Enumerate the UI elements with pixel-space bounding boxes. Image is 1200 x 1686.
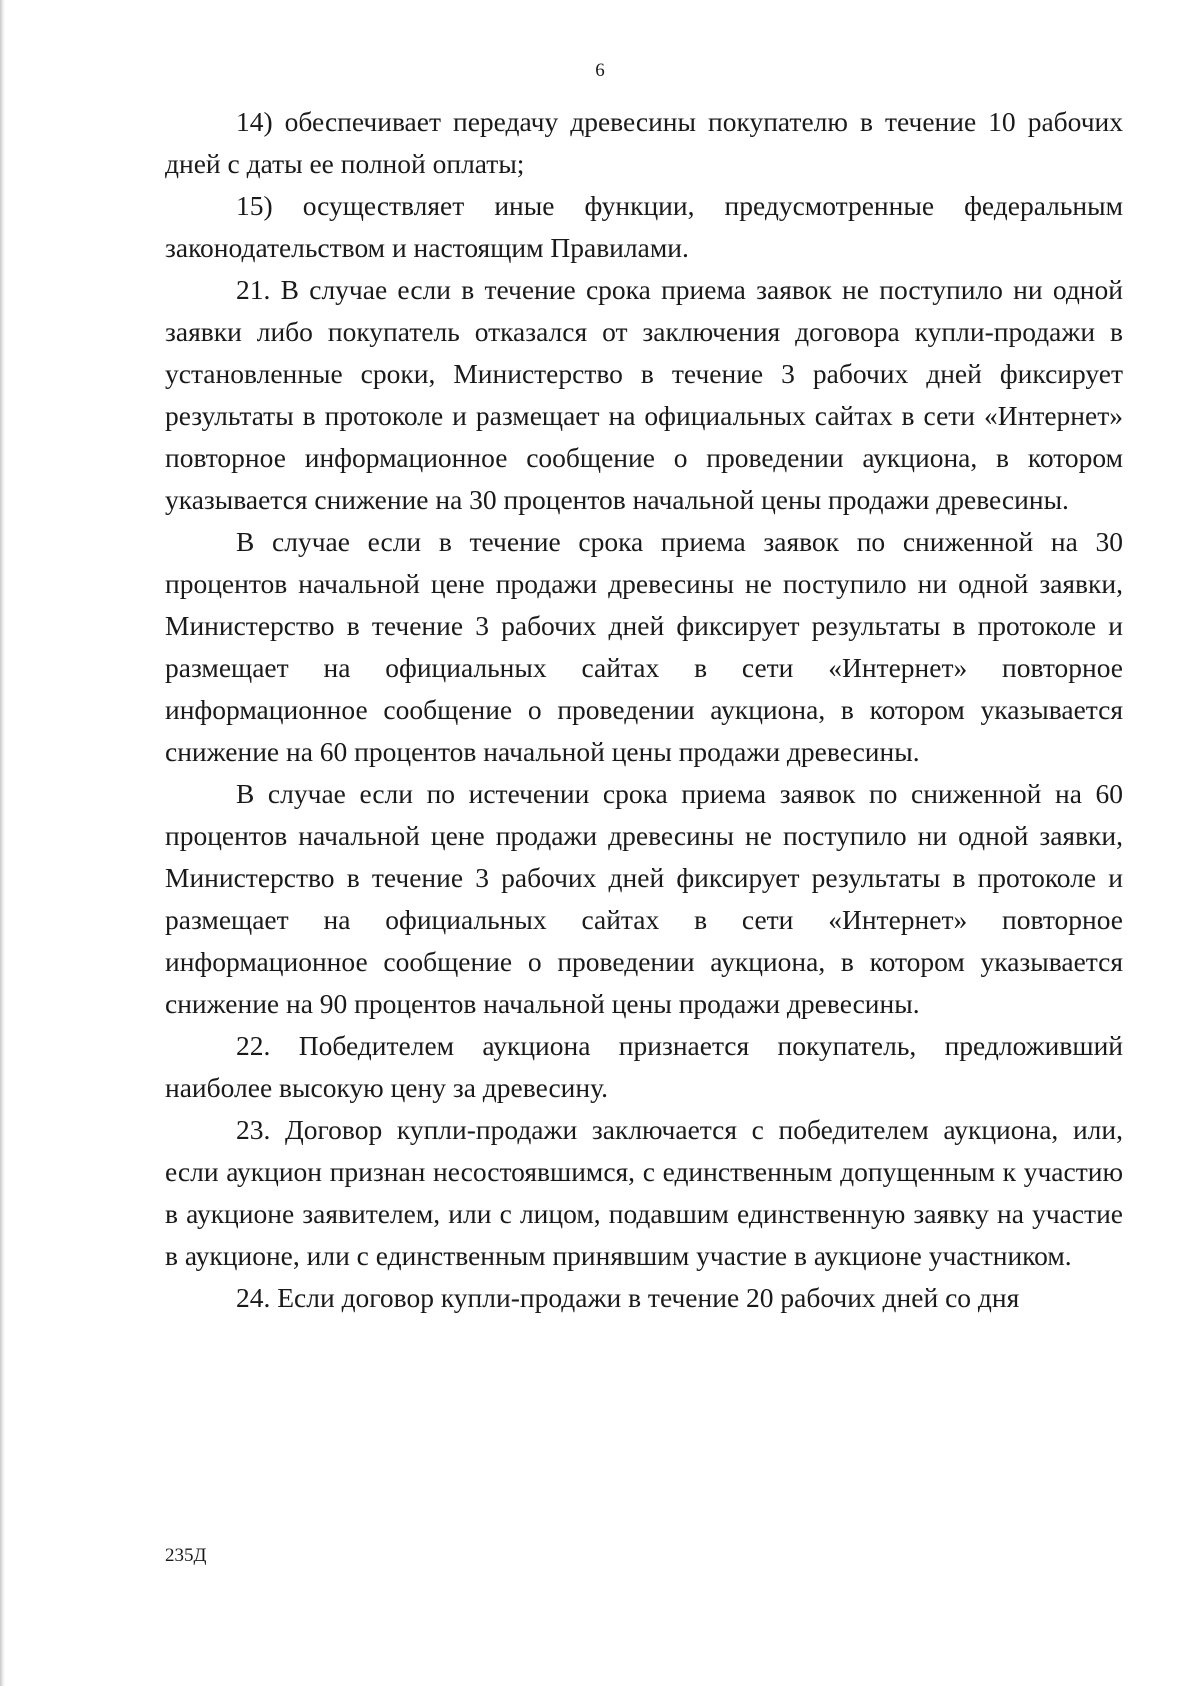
paragraph-clause-21: 21. В случае если в течение срока приема заявок не поступило ни одной заявки либо покупатель отказался от заключения договора купли-продажи в установленные сроки, Министерство в течение 3 рабочих дней фиксирует результаты в протоколе и размещает на официальных сайтах в сети «Интернет» повторное информационное сообщение о проведении аукциона, в котором указывается снижение на 30 процентов начальной цены продажи древесины. xyxy=(165,274,1123,515)
paragraph-clause-24: 24. Если договор купли-продажи в течение 20 рабочих дней со дня xyxy=(236,1282,1020,1313)
paragraph-clause-22: 22. Победителем аукциона признается покупатель, предложивший наиболее высокую цену за древесину. xyxy=(165,1030,1123,1103)
page-number: 6 xyxy=(595,60,605,81)
paragraph-clause-21-reduction-90: В случае если по истечении срока приема заявок по сниженной на 60 процентов начальной цене продажи древесины не поступило ни одной заявки, Министерство в течение 3 рабочих дней фиксирует результаты в протоколе и размещает на официальных сайтах в сети «Интернет» повторное информационное сообщение о проведении аукциона, в котором указывается снижение на 90 процентов начальной цены продажи древесины. xyxy=(165,778,1123,1019)
document-body xyxy=(165,101,1123,1319)
paragraph-clause-23: 23. Договор купли-продажи заключается с победителем аукциона, или, если аукцион признан несостоявшимся, с единственным допущенным к участию в аукционе заявителем, или с лицом, подавшим единственную заявку на участие в аукционе, или с единственным принявшим участие в аукционе участником. xyxy=(165,1114,1123,1271)
scan-edge xyxy=(0,0,5,1686)
paragraph-clause-21-reduction-60: В случае если в течение срока приема заявок по сниженной на 30 процентов начальной цене продажи древесины не поступило ни одной заявки, Министерство в течение 3 рабочих дней фиксирует результаты в протоколе и размещает на официальных сайтах в сети «Интернет» повторное информационное сообщение о проведении аукциона, в котором указывается снижение на 60 процентов начальной цены продажи древесины. xyxy=(165,526,1123,767)
paragraph-item-15: 15) осуществляет иные функции, предусмотренные федеральным законодательством и настоящим Правилами. xyxy=(165,190,1123,263)
paragraph-item-14: 14) обеспечивает передачу древесины покупателю в течение 10 рабочих дней с даты ее полной оплаты; xyxy=(165,106,1123,179)
document-code: 235Д xyxy=(165,1545,207,1566)
